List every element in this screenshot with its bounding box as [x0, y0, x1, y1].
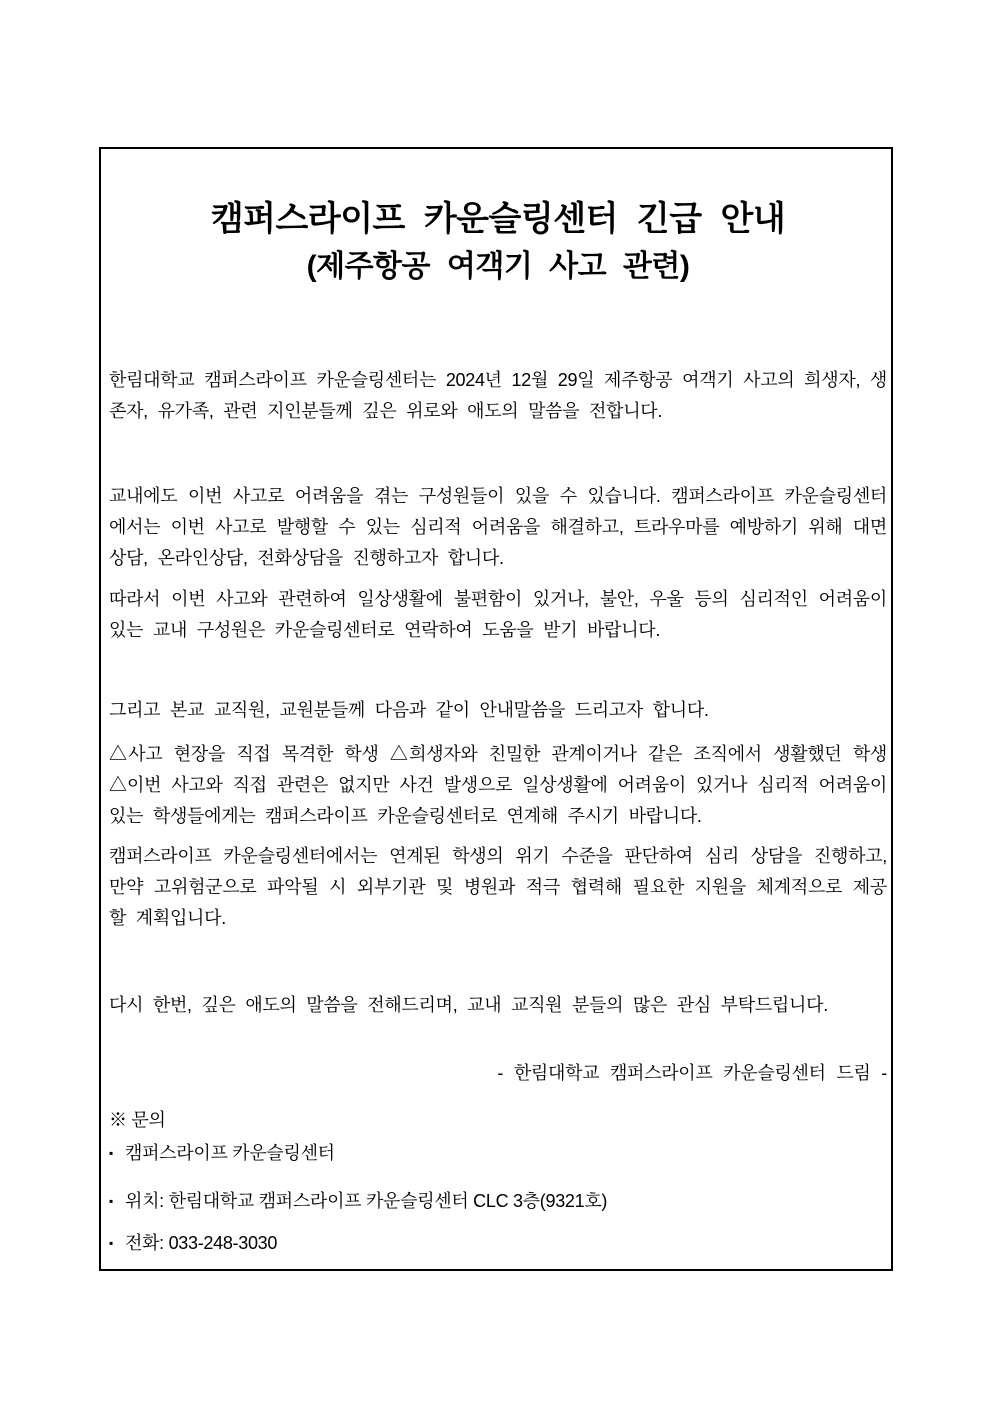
contact-item-label: 캠퍼스라이프 카운슬링센터	[125, 1143, 335, 1163]
notice-subtitle: (제주항공 여객기 사고 관련)	[306, 250, 690, 283]
bullet-square-icon: ▪	[109, 1194, 113, 1208]
signoff-line: - 한림대학교 캠퍼스라이프 카운슬링센터 드림 -	[497, 1063, 887, 1083]
contact-item-center	[109, 1138, 887, 1169]
notice-title: 캠퍼스라이프 카운슬링센터 긴급 안내	[210, 200, 786, 238]
contact-item-location	[109, 1186, 887, 1217]
notice-document	[99, 147, 893, 1271]
bullet-square-icon: ▪	[109, 1146, 113, 1160]
paragraph-crisis-plan: 캠퍼스라이프 카운슬링센터에서는 연계된 학생의 위기 수준을 판단하여 심리 상담을 진행하고, 만약 고위험군으로 파악될 시 외부기관 및 병원과 적극 협력해 필요한 지원을 체계적으로 제공할 계획입니다.	[109, 846, 887, 928]
contact-item-label: 전화: 033-248-3030	[125, 1233, 278, 1253]
paragraph-contact-guide: 따라서 이번 사고와 관련하여 일상생활에 불편함이 있거나, 불안, 우울 등의 심리적인 어려움이 있는 교내 구성원은 카운슬링센터로 연락하여 도움을 받기 바랍니다.	[109, 589, 887, 640]
paragraph-referral-criteria: △사고 현장을 직접 목격한 학생 △희생자와 친밀한 관계이거나 같은 조직에서 생활했던 학생 △이번 사고와 직접 관련은 없지만 사건 발생으로 일상생활에 어려움이 있거나 심리적 어려움이 있는 학생들에게는 캠퍼스라이프 카운슬링센터로 연계해 주시기 바랍니다.	[109, 744, 887, 826]
paragraph-campus-support: 교내에도 이번 사고로 어려움을 겪는 구성원들이 있을 수 있습니다. 캠퍼스라이프 카운슬링센터에서는 이번 사고로 발행할 수 있는 심리적 어려움을 해결하고, 트라우마를 예방하기 위해 대면상담, 온라인상담, 전화상담을 진행하고자 합니다.	[109, 486, 887, 568]
paragraph-condolence: 한림대학교 캠퍼스라이프 카운슬링센터는 2024년 12월 29일 제주항공 여객기 사고의 희생자, 생존자, 유가족, 관련 지인분들께 깊은 위로와 애도의 말씀을 전합니다.	[109, 370, 887, 421]
inquiry-heading: ※ 문의	[109, 1110, 166, 1130]
contact-item-phone	[109, 1228, 887, 1259]
bullet-square-icon: ▪	[109, 1236, 113, 1250]
paragraph-closing: 다시 한번, 깊은 애도의 말씀을 전해드리며, 교내 교직원 분들의 많은 관심 부탁드립니다.	[109, 995, 828, 1015]
paragraph-staff-notice: 그리고 본교 교직원, 교원분들께 다음과 같이 안내말씀을 드리고자 합니다.	[109, 700, 709, 720]
contact-item-label: 위치: 한림대학교 캠퍼스라이프 카운슬링센터 CLC 3층(9321호)	[125, 1191, 608, 1211]
